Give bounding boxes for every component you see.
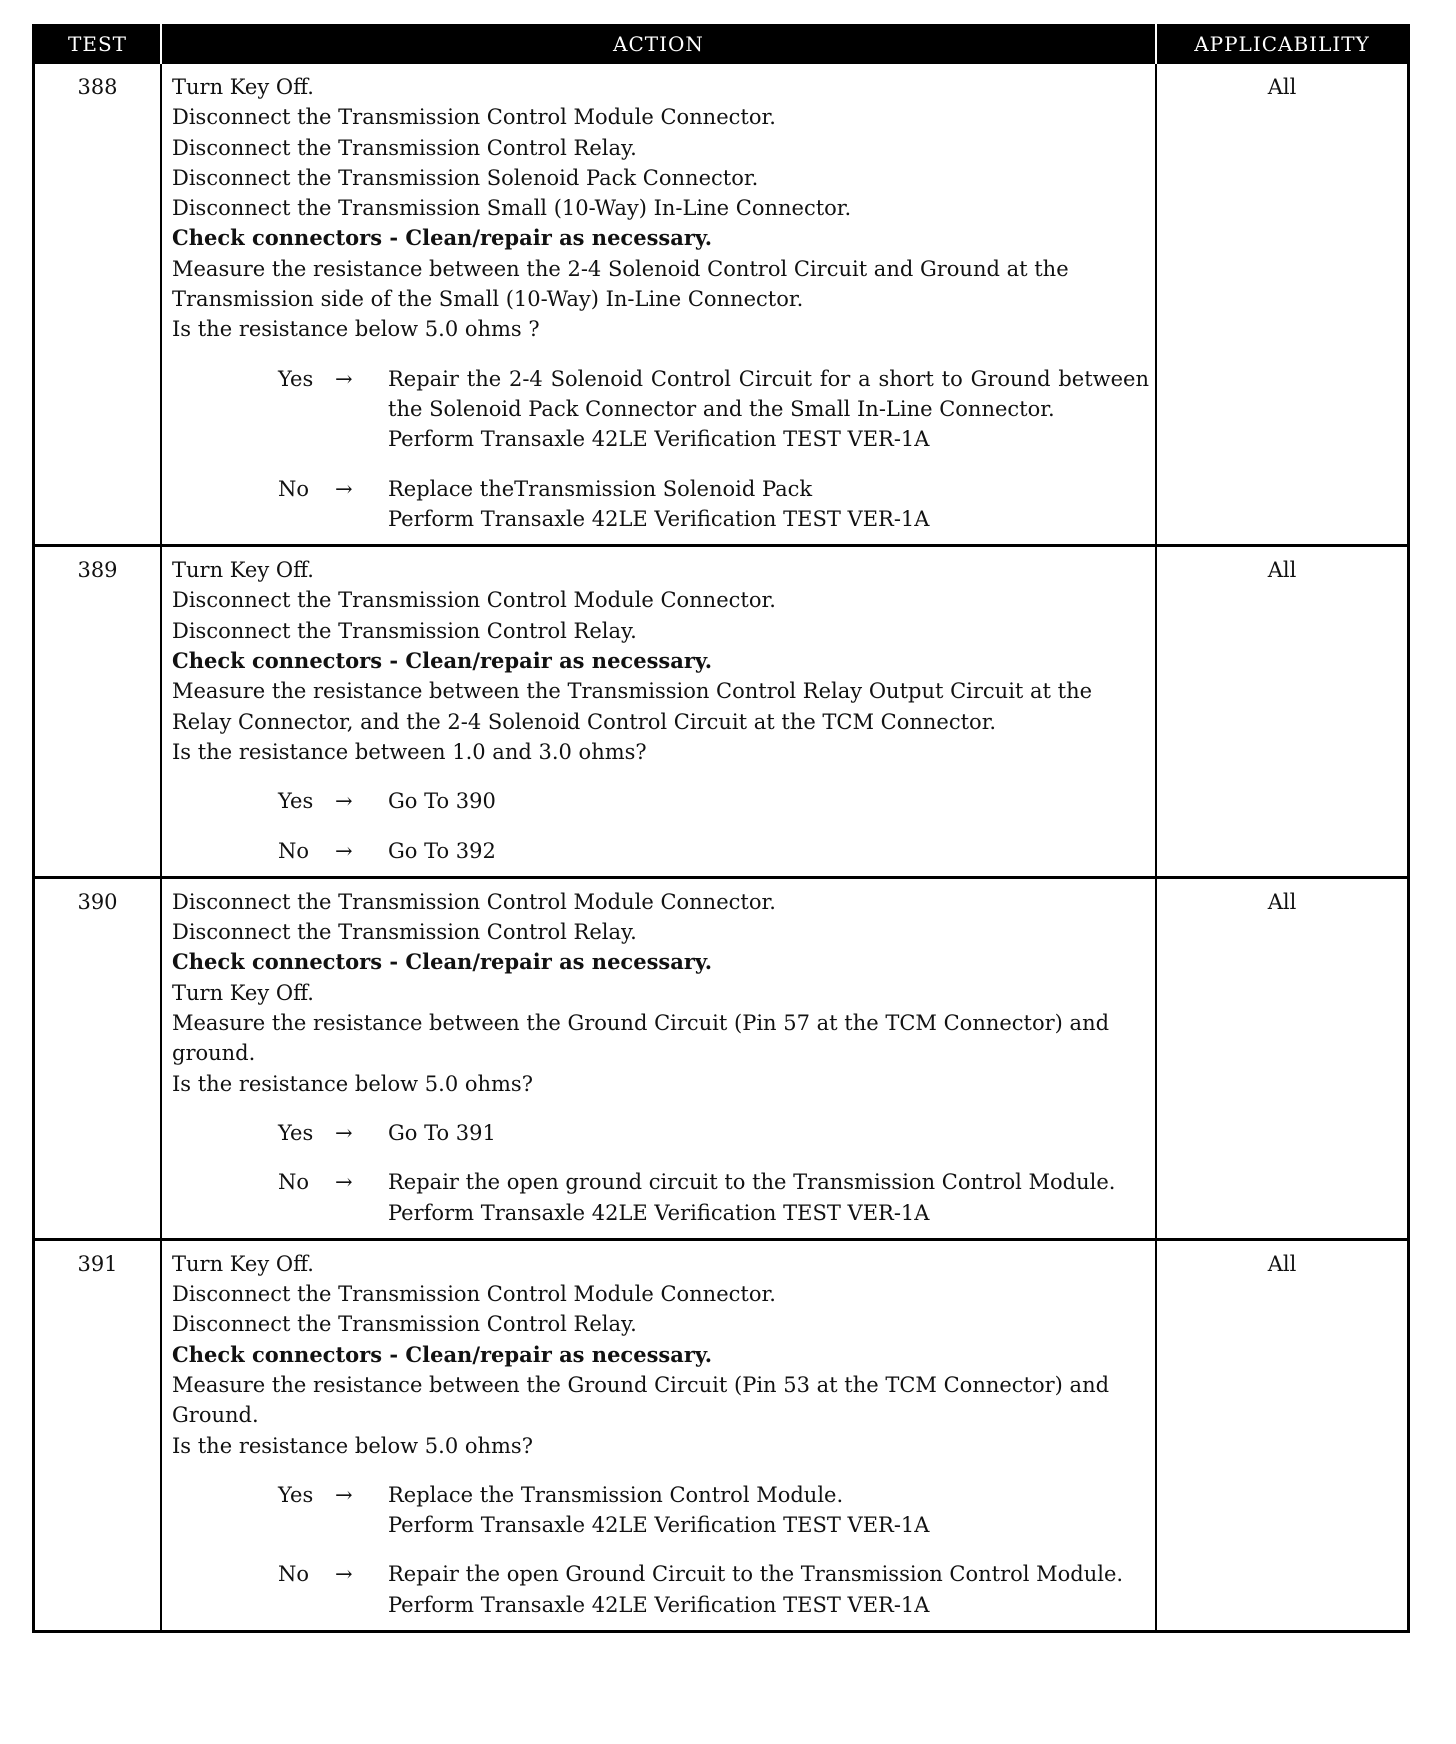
table-header (35, 24, 1407, 64)
action-step: Disconnect the Transmission Control Relay. (172, 1312, 637, 1337)
yes-action-text: Go To 390 (388, 789, 496, 814)
no-response-text (388, 1559, 1149, 1620)
test-number: 390 (35, 877, 161, 1239)
action-step: Turn Key Off. (172, 980, 314, 1005)
no-verification-text: Perform Transaxle 42LE Verification TEST VER-1A (388, 1592, 930, 1617)
no-action-text: Go To 392 (388, 838, 496, 863)
no-response (172, 1559, 1149, 1620)
arrow-right-icon: → (335, 476, 353, 501)
table-row (35, 64, 1407, 546)
yes-response-text (388, 786, 1149, 816)
no-response-text (388, 1167, 1149, 1228)
yes-action-text: Replace the Transmission Control Module. (388, 1482, 844, 1507)
action-cell (161, 64, 1156, 546)
yes-verification-text: Perform Transaxle 42LE Verification TEST VER-1A (388, 427, 930, 452)
no-response (172, 1167, 1149, 1228)
test-number: 391 (35, 1239, 161, 1630)
header-test: TEST (35, 24, 161, 64)
arrow-right-icon: → (335, 838, 353, 863)
check-connectors-note: Check connectors - Clean/repair as necessary. (172, 949, 713, 975)
arrow-right-icon: → (335, 366, 353, 391)
action-cell (161, 546, 1156, 878)
table-row (35, 546, 1407, 878)
yes-label: Yes (278, 1120, 314, 1145)
yes-response (172, 364, 1149, 455)
action-step: Turn Key Off. (172, 558, 314, 583)
action-step: Measure the resistance between the 2-4 Solenoid Control Circuit and Ground at the Transmission side of the Small (10-Way) In-Line Connector. (172, 256, 1069, 312)
cell-padding (172, 1620, 1149, 1626)
no-action-text: Repair the open ground circuit to the Transmission Control Module. (388, 1170, 1116, 1195)
applicability-value: All (1267, 889, 1297, 914)
action-step: Disconnect the Transmission Control Module Connector. (172, 588, 776, 613)
cell-padding (172, 866, 1149, 872)
no-verification-text: Perform Transaxle 42LE Verification TEST VER-1A (388, 1200, 930, 1225)
no-action-text: Repair the open Ground Circuit to the Transmission Control Module. (388, 1562, 1124, 1587)
applicability-value: All (1267, 558, 1297, 583)
cell-padding (172, 1228, 1149, 1234)
action-step: Turn Key Off. (172, 1251, 314, 1276)
action-step: Measure the resistance between the Transmission Control Relay Output Circuit at the Relay Connector, and the 2-4 Solenoid Control Circuit at the TCM Connector. (172, 679, 1093, 734)
yes-label: Yes (278, 366, 314, 391)
applicability-value: All (1267, 75, 1297, 99)
yes-action-text: Go To 391 (388, 1120, 496, 1145)
action-step: Measure the resistance between the Ground Circuit (Pin 57 at the TCM Connector) and ground. (172, 1011, 1110, 1066)
table-row (35, 877, 1407, 1239)
arrow-right-icon: → (335, 1120, 353, 1145)
action-step: Disconnect the Transmission Control Module Connector. (172, 1282, 776, 1307)
no-response-text (388, 836, 1149, 866)
yes-response (172, 1480, 1149, 1541)
arrow-right-icon: → (335, 1170, 353, 1195)
action-step: Disconnect the Transmission Control Module Connector. (172, 105, 776, 130)
no-verification-text: Perform Transaxle 42LE Verification TEST VER-1A (388, 506, 930, 531)
applicability-value: All (1267, 1251, 1297, 1276)
no-label: No (278, 476, 310, 501)
action-step: Measure the resistance between the Ground Circuit (Pin 53 at the TCM Connector) and Ground. (172, 1372, 1110, 1428)
no-response-text (388, 474, 1149, 535)
yes-response-text (388, 1480, 1149, 1541)
action-step: Disconnect the Transmission Control Relay. (172, 920, 637, 945)
header-action: ACTION (161, 24, 1156, 64)
no-label: No (278, 838, 310, 863)
action-step: Turn Key Off. (172, 75, 314, 99)
yes-action-text: Repair the 2-4 Solenoid Control Circuit for a short to Ground between the Solenoid Pack Connector and the Small In-Line Connector. (388, 366, 1149, 421)
check-connectors-note: Check connectors - Clean/repair as necessary. (172, 225, 713, 251)
no-label: No (278, 1170, 310, 1195)
no-label: No (278, 1562, 310, 1587)
yes-label: Yes (278, 1482, 314, 1507)
arrow-right-icon: → (335, 789, 353, 814)
test-table (35, 24, 1407, 1630)
action-step: Disconnect the Transmission Control Module Connector. (172, 889, 776, 914)
test-question: Is the resistance below 5.0 ohms? (172, 1071, 533, 1096)
action-step: Disconnect the Transmission Control Relay. (172, 618, 637, 643)
action-step: Disconnect the Transmission Solenoid Pack Connector. (172, 165, 759, 190)
yes-response-text (388, 364, 1149, 455)
action-step: Disconnect the Transmission Small (10-Way) In-Line Connector. (172, 196, 852, 221)
no-response (172, 836, 1149, 866)
yes-response-text (388, 1118, 1149, 1148)
cell-padding (172, 534, 1149, 540)
test-question: Is the resistance below 5.0 ohms? (172, 1433, 533, 1458)
check-connectors-note: Check connectors - Clean/repair as necessary. (172, 1341, 713, 1367)
test-question: Is the resistance between 1.0 and 3.0 ohms? (172, 739, 647, 764)
arrow-right-icon: → (335, 1562, 353, 1587)
action-cell (161, 1239, 1156, 1630)
arrow-right-icon: → (335, 1482, 353, 1507)
check-connectors-note: Check connectors - Clean/repair as necessary. (172, 648, 713, 674)
no-response (172, 474, 1149, 535)
yes-verification-text: Perform Transaxle 42LE Verification TEST VER-1A (388, 1513, 930, 1538)
diagnostic-test-table (32, 24, 1410, 1633)
action-step: Disconnect the Transmission Control Relay. (172, 135, 637, 160)
table-row (35, 1239, 1407, 1630)
yes-response (172, 786, 1149, 816)
test-question: Is the resistance below 5.0 ohms ? (172, 317, 540, 342)
test-number: 388 (35, 64, 161, 546)
test-number: 389 (35, 546, 161, 878)
header-applicability: APPLICABILITY (1156, 24, 1407, 64)
no-action-text: Replace theTransmission Solenoid Pack (388, 476, 813, 501)
yes-label: Yes (278, 789, 314, 814)
action-cell (161, 877, 1156, 1239)
yes-response (172, 1118, 1149, 1148)
table-body (35, 64, 1407, 1630)
